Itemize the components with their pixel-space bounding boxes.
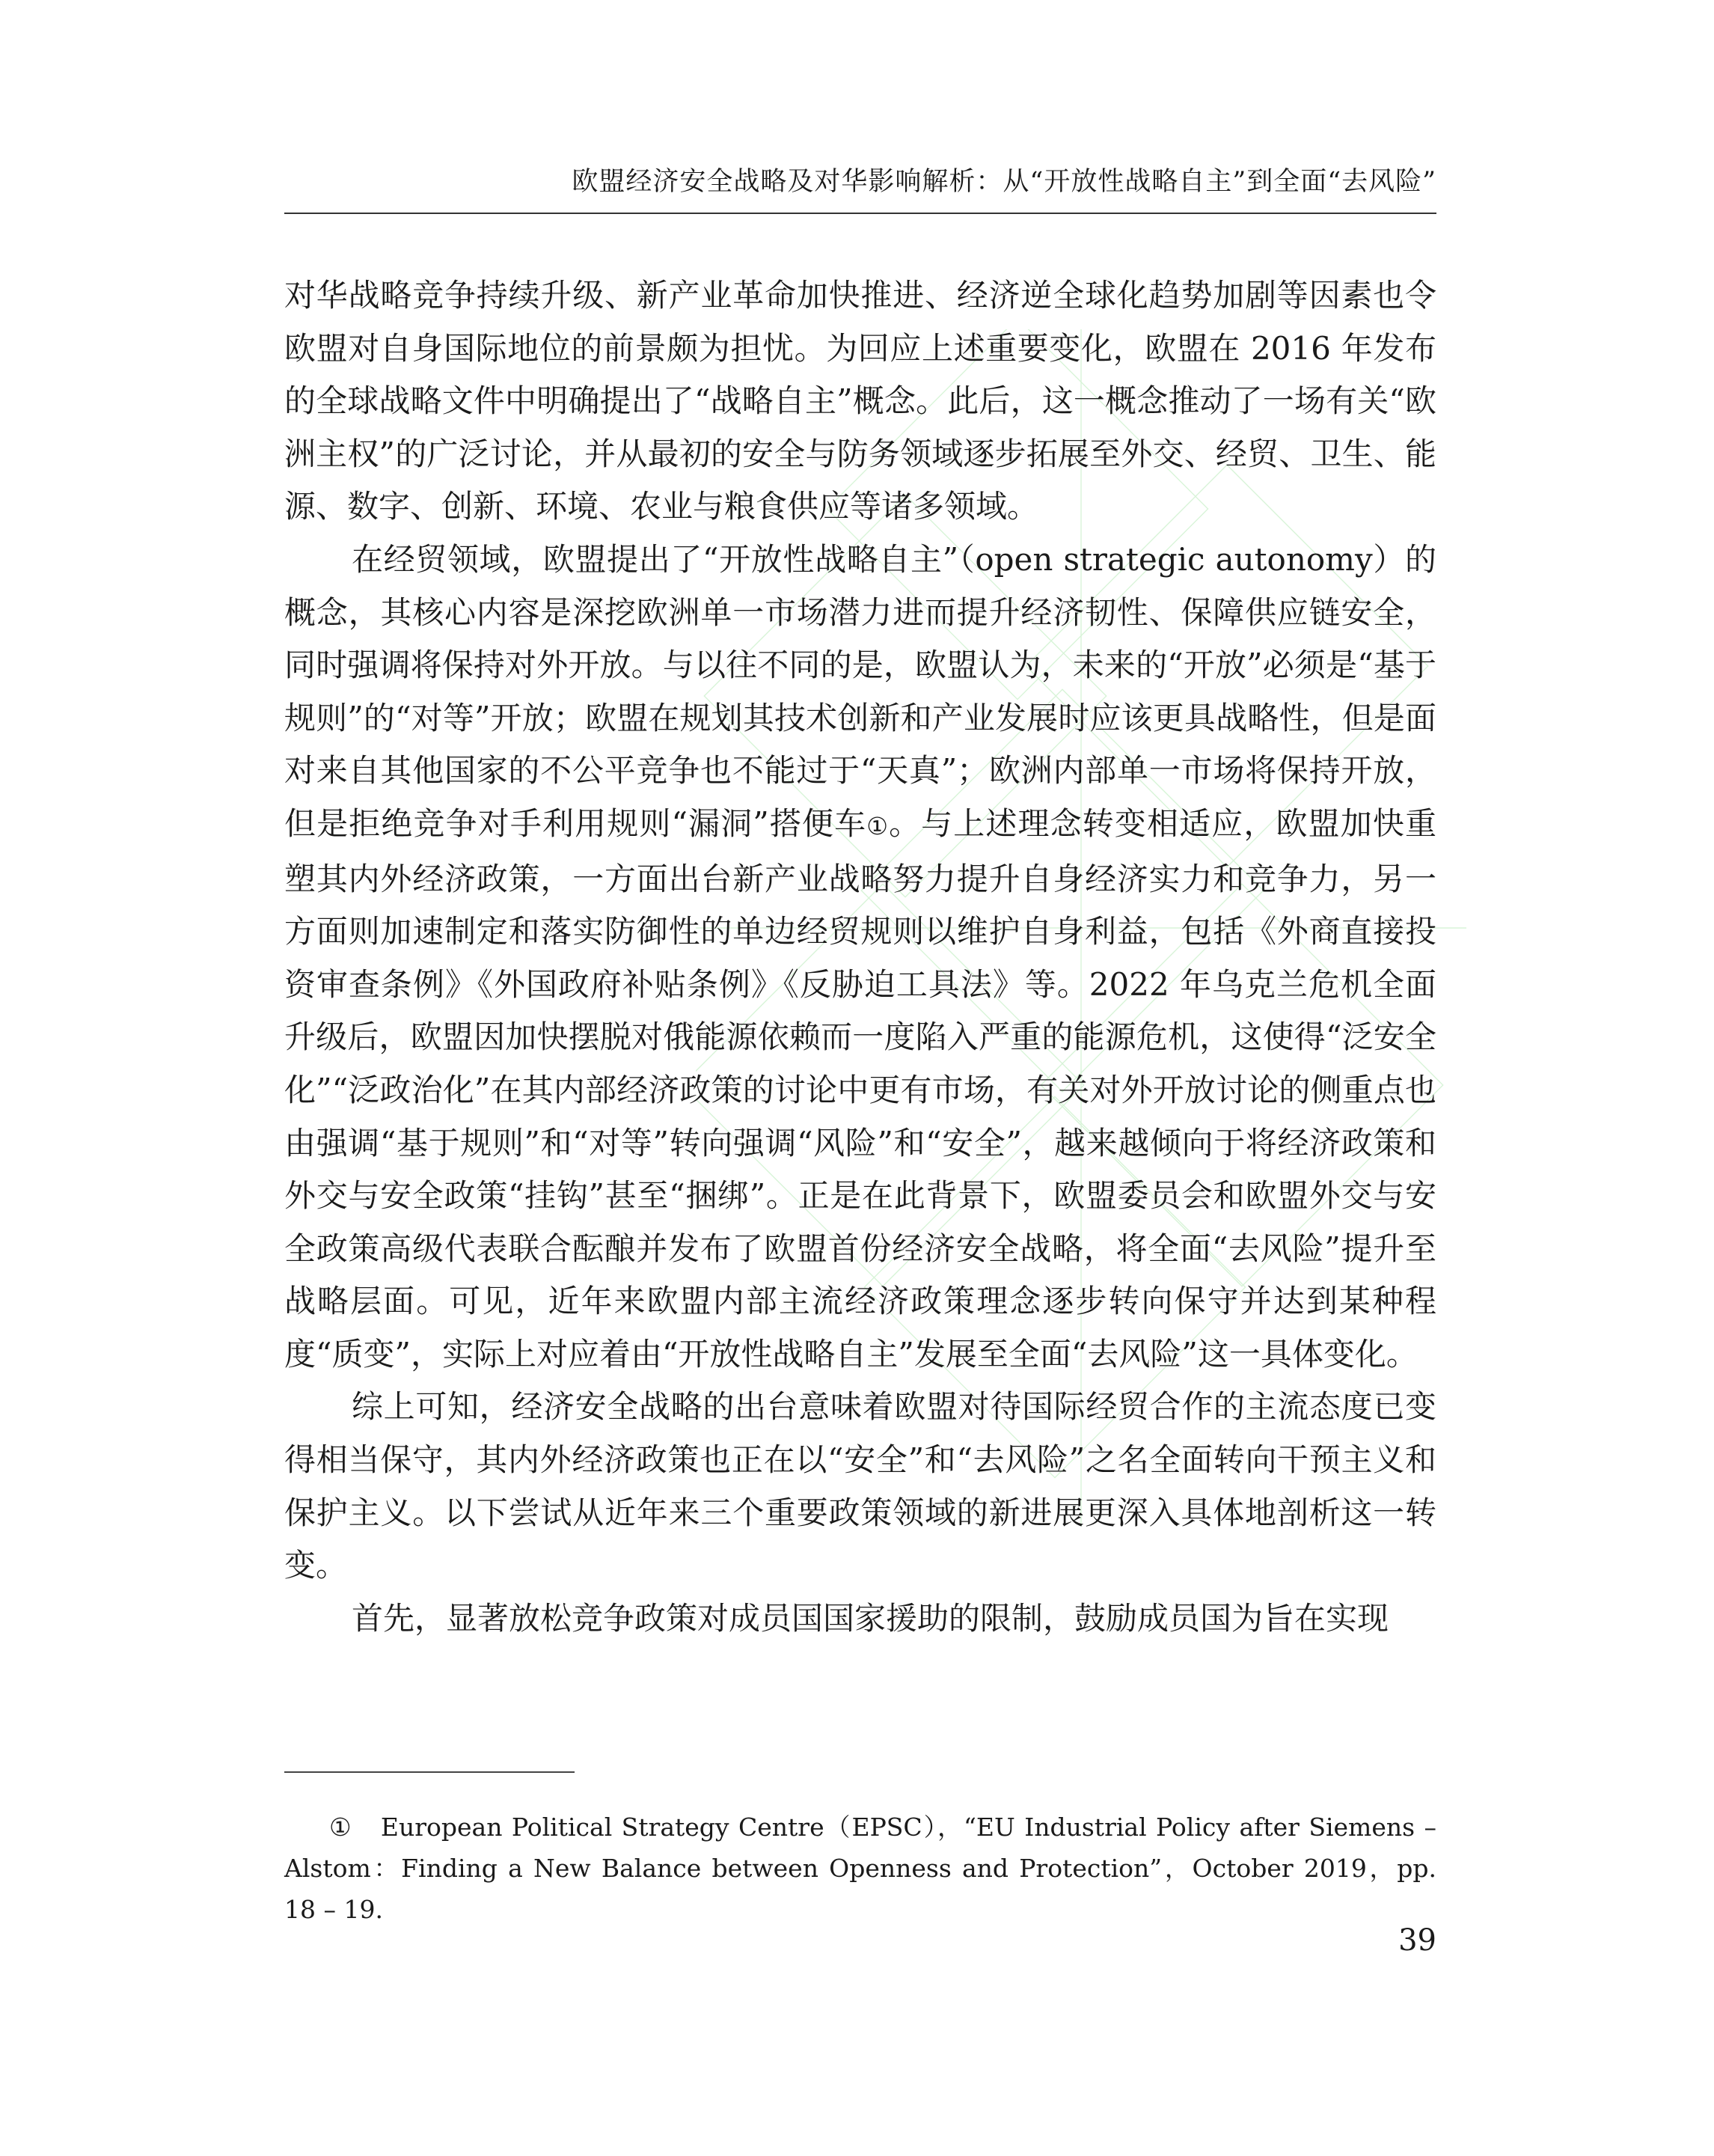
paragraph-3: 综上可知，经济安全战略的出台意味着欧盟对待国际经贸合作的主流态度已变得相当保守，其内外经济政策也正在以“安全”和“去风险”之名全面转向干预主义和保护主义。以下尝试从近年来三个重要政策领域的新进展更深入具体地剖析这一转变。 [284, 1388, 1436, 1584]
footnote [284, 1807, 1436, 1930]
paragraph-4: 首先，显著放松竞争政策对成员国国家援助的限制，鼓励成员国为旨在实现 [352, 1599, 1389, 1637]
page-number: 39 [1398, 1923, 1436, 1958]
body-text [284, 269, 1436, 1645]
paragraph-1: 对华战略竞争持续升级、新产业革命加快推进、经济逆全球化趋势加剧等因素也令欧盟对自身国际地位的前景颇为担忧。为回应上述重要变化，欧盟在 2016 年发布的全球战略文件中明确提出了“战略自主”概念。此后，这一概念推动了一场有关“欧洲主权”的广泛讨论，并从最初的安全与防务领域逐步拓展至外交、经贸、卫生、能源、数字、创新、环境、农业与粮食供应等诸多领域。 [284, 277, 1436, 525]
running-header: 欧盟经济安全战略及对华影响解析：从“开放性战略自主”到全面“去风险” [572, 167, 1436, 197]
paragraph-2 [284, 534, 1436, 1381]
footnote-rule [284, 1771, 575, 1773]
paragraph-2-part-2: 。与上述理念转变相适应，欧盟加快重塑其内外经济政策，一方面出台新产业战略努力提升自身经济实力和竞争力，另一方面则加速制定和落实防御性的单边经贸规则以维护自身利益，包括《外商直接投资审查条例》《外国政府补贴条例》《反胁迫工具法》等。2022 年乌克兰危机全面升级后，欧盟因加快摆脱对俄能源依赖而一度陷入严重的能源危机，这使得“泛安全化”“泛政治化”在其内部经济政策的讨论中更有市场，有关对外开放讨论的侧重点也由强调“基于规则”和“对等”转向强调“风险”和“安全”，越来越倾向于将经济政策和外交与安全政策“挂钩”甚至“捆绑”。正是在此背景下，欧盟委员会和欧盟外交与安全政策高级代表联合酝酿并发布了欧盟首份经济安全战略，将全面“去风险”提升至战略层面。可见，近年来欧盟内部主流经济政策理念逐步转向保守并达到某种程度“质变”，实际上对应着由“开放性战略自主”发展至全面“去风险”这一具体变化。 [284, 804, 1436, 1372]
footnote-reference[interactable]: ① [866, 811, 890, 840]
paragraph-2-part-1: 在经贸领域，欧盟提出了“开放性战略自主”（open strategic autonomy）的概念，其核心内容是深挖欧洲单一市场潜力进而提升经济韧性、保障供应链安全，同时强调将保持对外开放。与以往不同的是，欧盟认为，未来的“开放”必须是“基于规则”的“对等”开放；欧盟在规划其技术创新和产业发展时应该更具战略性，但是面对来自其他国家的不公平竞争也不能过于“天真”；欧洲内部单一市场将保持开放，但是拒绝竞争对手利用规则“漏洞”搭便车 [284, 540, 1436, 842]
footnote-marker: ① [329, 1813, 353, 1842]
header-rule [284, 213, 1436, 214]
footnote-text: European Political Strategy Centre（EPSC），“EU Industrial Policy after Siemens – Alstom：Finding a New Balance between Openness and Protection”，October 2019，pp. 18 – 19. [284, 1813, 1436, 1924]
